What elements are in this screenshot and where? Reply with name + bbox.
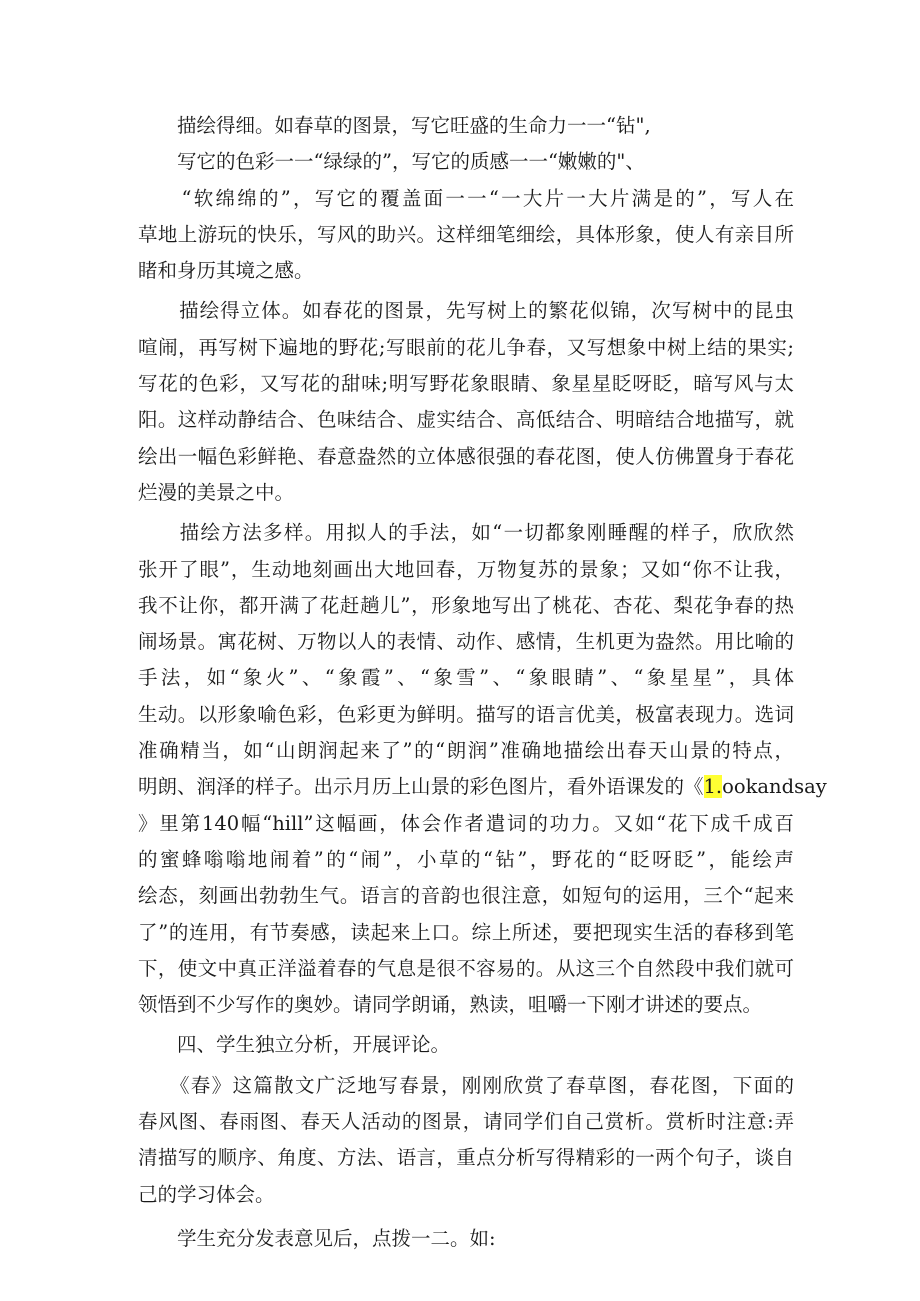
section-heading-student-analysis (138, 1027, 794, 1063)
highlighted-text: 1. (703, 775, 723, 799)
text-segment: ookandsay (722, 775, 827, 799)
text-line: 《春》这篇散文广泛地写春景，刚刚欣赏了春草图，春花图，下面的 (138, 1073, 794, 1097)
paragraph-fine-description (138, 108, 794, 289)
text-line: 睹和身历其境之感。 (138, 259, 314, 283)
paragraph-varied-methods (138, 515, 827, 1023)
text-line-with-highlight (138, 769, 827, 805)
text-line: 我不让你，都开满了花赶趟儿”，形象地写出了桃花、杏花、梨花争春的热 (138, 593, 794, 617)
text-line: 》里第140幅“hill”这幅画，体会作者遣词的功力。又如“花下成千成百 (138, 811, 794, 835)
text-line: 喧闹，再写树下遍地的野花;写眼前的花儿争春，又写想象中树上结的果实; (138, 335, 794, 359)
text-line: 春风图、春雨图、春天人活动的图景，请同学们自己赏析。赏析时注意:弄 (138, 1110, 794, 1134)
text-segment: 明朗、润泽的样子。出示月历上山景的彩色图片，看外语课发的《 (138, 775, 704, 799)
text-line: 下，使文中真正洋溢着春的气息是很不容易的。从这三个自然段中我们就可 (138, 956, 794, 980)
text-line: 学生充分发表意见后，点拨一二。如: (138, 1226, 496, 1250)
text-line: 了”的连用，有节奏感，读起来上口。综上所述，要把现实生活的春移到笔 (138, 920, 794, 944)
document-body (138, 108, 827, 1257)
text-line: 描绘得立体。如春花的图景，先写树上的繁花似锦，次写树中的昆虫 (138, 299, 794, 323)
text-line: 准确精当，如“山朗润起来了”的“朗润”准确地描绘出春天山景的特点， (138, 739, 794, 763)
text-line: 张开了眼”，生动地刻画出大地回春，万物复苏的景象；又如“你不让我， (138, 557, 794, 581)
paragraph-guidance (138, 1221, 794, 1257)
text-line: 的蜜蜂嗡嗡地闹着”的“闹”，小草的“钻”，野花的“眨呀眨”，能绘声 (138, 847, 794, 871)
text-line: 闹场景。寓花树、万物以人的表情、动作、感情，生机更为盎然。用比喻的 (138, 630, 794, 654)
text-line: 领悟到不少写作的奥妙。请同学朗诵，熟读，咀嚼一下刚才讲述的要点。 (138, 993, 763, 1017)
text-line: 己的学习体会。 (138, 1182, 275, 1206)
paragraph-three-dimensional (138, 293, 794, 511)
text-line: 四、学生独立分析，开展评论。 (138, 1033, 451, 1057)
text-line: 写花的色彩，又写花的甜味;明写野花象眼睛、象星星眨呀眨，暗写风与太 (138, 372, 794, 396)
text-line: 草地上游玩的快乐，写风的助兴。这样细笔细绘，具体形象，使人有亲目所 (138, 222, 794, 246)
text-line: 绘态，刻画出勃勃生气。语言的音韵也很注意，如短句的运用，三个“起来 (138, 884, 794, 908)
text-line: 阳。这样动静结合、色味结合、虚实结合、高低结合、明暗结合地描写，就 (138, 408, 794, 432)
paragraph-instructions (138, 1068, 794, 1213)
text-line: 生动。以形象喻色彩，色彩更为鲜明。描写的语言优美，极富表现力。选词 (138, 702, 794, 726)
text-line: 描绘方法多样。用拟人的手法，如“一切都象刚睡醒的样子，欣欣然 (138, 521, 794, 545)
text-line: 绘出一幅色彩鲜艳、春意盎然的立体感很强的春花图，使人仿佛置身于春花 (138, 444, 794, 468)
text-line: 清描写的顺序、角度、方法、语言，重点分析写得精彩的一两个句子，谈自 (138, 1146, 794, 1170)
text-line: 描绘得细。如春草的图景，写它旺盛的生命力一一“钻", (138, 114, 651, 137)
text-line: “软绵绵的”，写它的覆盖面一一“一大片一大片满是的”，写人在 (138, 186, 794, 210)
text-line: 手法，如“象火”、“象霞”、“象雪”、“象眼睛”、“象星星”，具体 (138, 666, 794, 690)
text-line: 写它的色彩一一“绿绿的”，写它的质感一一“嫩嫩的"、 (138, 150, 645, 174)
text-line: 烂漫的美景之中。 (138, 480, 295, 504)
